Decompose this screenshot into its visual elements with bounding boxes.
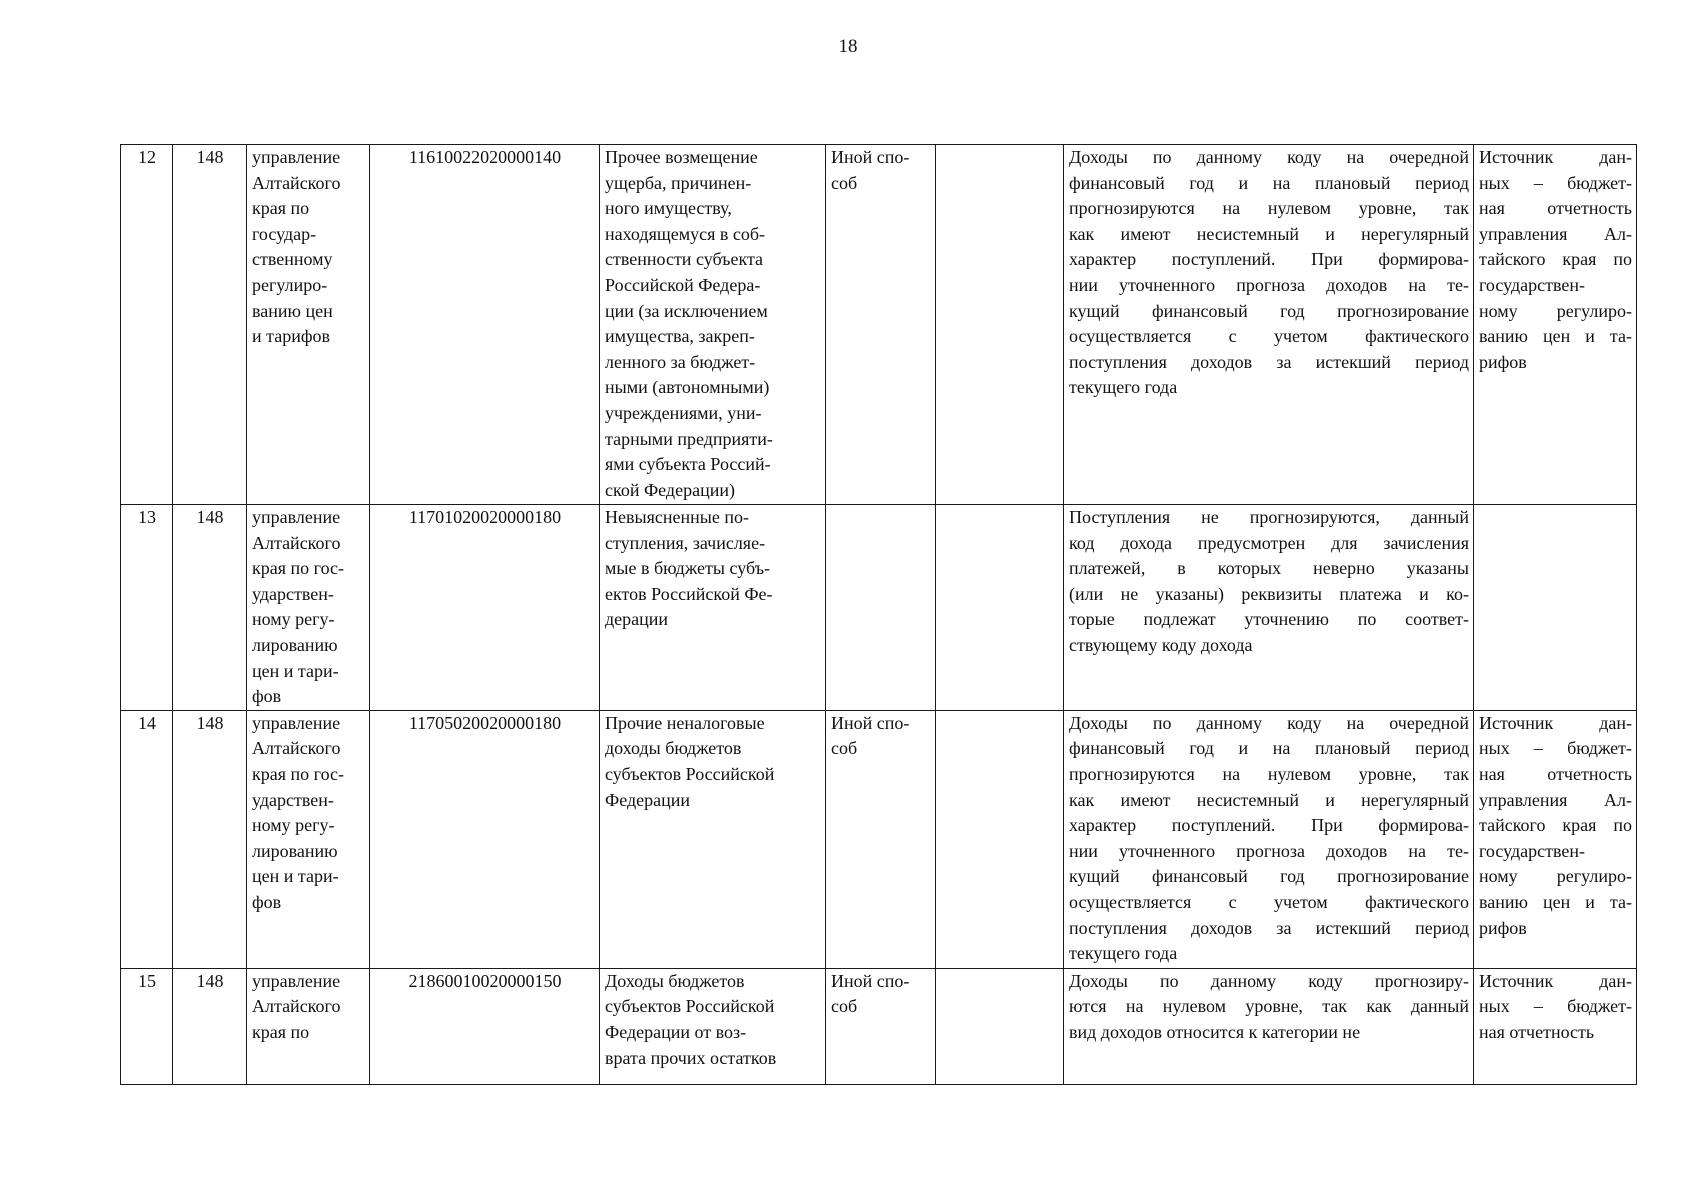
revenue-name-cell-line: субъектов Российской [605, 996, 775, 1017]
justification-cell-line: кущий финансовый год прогнозирование [1069, 300, 1469, 321]
formula-cell [936, 710, 1064, 968]
administrator-cell-line: Алтайского [252, 996, 341, 1017]
justification-cell-line: вид доходов относится к категории не [1069, 1021, 1361, 1042]
revenue-name-cell-line: ции (за исключением [605, 300, 768, 321]
revenue-name-cell-line: Федерации от воз- [605, 1021, 747, 1042]
justification-cell-line: текущего года [1069, 377, 1178, 398]
revenue-name-cell-line: Невыясненные по- [605, 507, 749, 527]
revenue-name-cell-line: субъектов Российской [605, 763, 775, 784]
administrator-cell-line: края по гос- [252, 763, 345, 784]
administrator-cell-line: управление [252, 507, 341, 527]
table-row [121, 710, 1637, 968]
calculation-method-cell [826, 505, 936, 711]
data-source-cell-line: государствен- [1479, 274, 1586, 295]
data-source-cell-line: тайского края по [1479, 815, 1632, 836]
administrator-cell-line: края по [252, 1021, 310, 1042]
revenue-name-cell-line: ущерба, причинен- [605, 172, 752, 193]
table-row [121, 968, 1637, 1084]
justification-cell-line: как имеют несистемный и нерегулярный [1069, 223, 1469, 244]
revenue-name-cell [600, 505, 826, 711]
calculation-method-cell-line: соб [831, 738, 858, 759]
data-source-cell-line: рифов [1479, 351, 1527, 372]
table-row [121, 145, 1637, 505]
revenue-name-cell-line: тарными предприяти- [605, 428, 773, 449]
administrator-cell-line: ванию цен [252, 300, 333, 321]
justification-cell-line: Доходы по данному коду прогнозиру- [1069, 970, 1469, 991]
administrator-cell-line: государ- [252, 223, 317, 244]
revenue-name-cell-line: находящемуся в соб- [605, 223, 766, 244]
administrator-cell [247, 710, 370, 968]
table-row [121, 505, 1637, 711]
revenue-name-cell-line: Прочее возмещение [605, 147, 758, 167]
justification-cell-line: поступления доходов за истекший период [1069, 351, 1469, 372]
calculation-method-cell [826, 710, 936, 968]
formula-cell [936, 145, 1064, 505]
budget-classification-code-cell: 11701020020000180 [370, 505, 600, 711]
budget-classification-code-cell: 11610022020000140 [370, 145, 600, 505]
data-source-cell-line: Источник дан- [1479, 970, 1632, 991]
budget-classification-code-cell: 21860010020000150 [370, 968, 600, 1084]
data-source-cell-line: управления Ал- [1479, 223, 1632, 244]
justification-cell-line: ются на нулевом уровне, так как данный [1069, 996, 1469, 1017]
revenue-name-cell-line: ектов Российской Фе- [605, 583, 773, 604]
table-body [121, 145, 1637, 1085]
justification-cell-line: осуществляется с учетом фактического [1069, 891, 1469, 912]
data-source-cell-line: ному регулиро- [1479, 300, 1632, 321]
administrator-cell-line: ному регу- [252, 815, 335, 836]
row-number-cell: 12 [121, 145, 173, 505]
administrator-cell-line: фов [252, 686, 282, 707]
row-number-cell: 13 [121, 505, 173, 711]
data-source-cell [1474, 968, 1637, 1084]
administrator-cell-line: управление [252, 712, 341, 733]
administrator-cell-line: ударствен- [252, 583, 334, 604]
justification-cell-line: Доходы по данному коду на очередной [1069, 712, 1469, 733]
justification-cell-line: финансовый год и на плановый период [1069, 738, 1469, 759]
revenue-name-cell-line: Доходы бюджетов [605, 970, 745, 991]
revenue-name-cell-line: Федерации [605, 789, 691, 810]
calculation-method-cell-line: Иной спо- [831, 970, 910, 991]
revenue-name-cell-line: ными (автономными) [605, 377, 770, 398]
justification-cell-line: платежей, в которых неверно указаны [1069, 558, 1469, 579]
justification-cell-line: прогнозируются на нулевом уровне, так [1069, 763, 1469, 784]
admin-code-cell: 148 [173, 968, 247, 1084]
justification-cell-line: поступления доходов за истекший период [1069, 917, 1469, 938]
admin-code-cell: 148 [173, 710, 247, 968]
justification-cell-line: характер поступлений. При формирова- [1069, 815, 1469, 836]
formula-cell [936, 968, 1064, 1084]
justification-cell [1064, 505, 1474, 711]
justification-cell-line: торые подлежат уточнению по соответ- [1069, 609, 1469, 630]
revenue-name-cell-line: учреждениями, уни- [605, 402, 762, 423]
revenue-name-cell-line: доходы бюджетов [605, 738, 742, 759]
revenue-name-cell-line: ственности субъекта [605, 249, 764, 270]
data-source-cell-line: рифов [1479, 917, 1527, 938]
data-source-cell-line: ная отчетность [1479, 1021, 1595, 1042]
justification-cell-line: ствующему коду дохода [1069, 634, 1253, 655]
revenue-name-cell [600, 145, 826, 505]
admin-code-cell: 148 [173, 145, 247, 505]
row-number-cell: 14 [121, 710, 173, 968]
formula-cell [936, 505, 1064, 711]
administrator-cell-line: цен и тари- [252, 660, 339, 681]
revenue-name-cell-line: Прочие неналоговые [605, 712, 765, 733]
revenue-name-cell-line: ступления, зачисляе- [605, 532, 766, 553]
data-source-cell-line: Источник дан- [1479, 712, 1632, 733]
revenue-name-cell-line: врата прочих остатков [605, 1047, 777, 1068]
data-source-cell [1474, 145, 1637, 505]
data-source-cell-line: ная отчетность [1479, 763, 1632, 784]
revenue-name-cell-line: имущества, закреп- [605, 326, 755, 347]
data-source-cell-line: ных – бюджет- [1479, 172, 1632, 193]
justification-cell-line: нии уточненного прогноза доходов на те- [1069, 840, 1469, 861]
justification-cell-line: Доходы по данному коду на очередной [1069, 147, 1469, 167]
justification-cell-line: код дохода предусмотрен для зачисления [1069, 532, 1469, 553]
administrator-cell-line: управление [252, 147, 341, 167]
data-source-cell-line: государствен- [1479, 840, 1586, 861]
justification-cell [1064, 968, 1474, 1084]
administrator-cell-line: Алтайского [252, 738, 341, 759]
revenue-name-cell-line: ями субъекта Россий- [605, 454, 771, 475]
revenue-name-cell-line: ного имуществу, [605, 198, 732, 219]
administrator-cell-line: лированию [252, 840, 338, 861]
administrator-cell-line: ственному [252, 249, 333, 270]
data-source-cell-line: тайского края по [1479, 249, 1632, 270]
administrator-cell-line: лированию [252, 634, 338, 655]
administrator-cell-line: края по гос- [252, 558, 345, 579]
justification-cell-line: нии уточненного прогноза доходов на те- [1069, 274, 1469, 295]
justification-cell-line: текущего года [1069, 943, 1178, 964]
calculation-method-cell-line: соб [831, 172, 858, 193]
budget-classification-code-cell: 11705020020000180 [370, 710, 600, 968]
justification-cell-line: (или не указаны) реквизиты платежа и ко- [1069, 583, 1469, 604]
justification-cell-line: финансовый год и на плановый период [1069, 172, 1469, 193]
calculation-method-cell-line: Иной спо- [831, 147, 910, 167]
revenue-name-cell-line: дерации [605, 609, 669, 630]
data-source-cell [1474, 710, 1637, 968]
justification-cell-line: кущий финансовый год прогнозирование [1069, 866, 1469, 887]
administrator-cell-line: Алтайского [252, 532, 341, 553]
data-source-cell-line: ванию цен и та- [1479, 326, 1632, 347]
administrator-cell-line: Алтайского [252, 172, 341, 193]
revenue-name-cell [600, 710, 826, 968]
justification-cell [1064, 145, 1474, 505]
administrator-cell-line: края по [252, 198, 310, 219]
administrator-cell [247, 145, 370, 505]
administrator-cell-line: управление [252, 970, 341, 991]
revenue-name-cell-line: мые в бюджеты субъ- [605, 558, 770, 579]
justification-cell-line: характер поступлений. При формирова- [1069, 249, 1469, 270]
calculation-method-cell [826, 968, 936, 1084]
data-source-cell [1474, 505, 1637, 711]
calculation-method-cell-line: соб [831, 996, 858, 1017]
revenue-forecast-table [120, 144, 1637, 1085]
data-source-cell-line: ная отчетность [1479, 198, 1632, 219]
administrator-cell-line: фов [252, 891, 282, 912]
administrator-cell-line: ударствен- [252, 789, 334, 810]
administrator-cell-line: цен и тари- [252, 866, 339, 887]
administrator-cell [247, 505, 370, 711]
data-source-cell-line: ных – бюджет- [1479, 996, 1632, 1017]
data-source-cell-line: ванию цен и та- [1479, 891, 1632, 912]
justification-cell-line: как имеют несистемный и нерегулярный [1069, 789, 1469, 810]
data-source-cell-line: ному регулиро- [1479, 866, 1632, 887]
calculation-method-cell [826, 145, 936, 505]
page-number: 18 [838, 36, 858, 57]
calculation-method-cell-line: Иной спо- [831, 712, 910, 733]
row-number-cell: 15 [121, 968, 173, 1084]
revenue-name-cell-line: ской Федерации) [605, 479, 735, 500]
administrator-cell-line: регулиро- [252, 274, 328, 295]
justification-cell-line: Поступления не прогнозируются, данный [1069, 507, 1469, 527]
justification-cell-line: прогнозируются на нулевом уровне, так [1069, 198, 1469, 219]
data-source-cell-line: Источник дан- [1479, 147, 1632, 167]
administrator-cell-line: ному регу- [252, 609, 335, 630]
justification-cell-line: осуществляется с учетом фактического [1069, 326, 1469, 347]
revenue-name-cell-line: Российской Федера- [605, 274, 761, 295]
revenue-name-cell [600, 968, 826, 1084]
data-source-cell-line: ных – бюджет- [1479, 738, 1632, 759]
justification-cell [1064, 710, 1474, 968]
administrator-cell [247, 968, 370, 1084]
revenue-name-cell-line: ленного за бюджет- [605, 351, 756, 372]
data-source-cell-line: управления Ал- [1479, 789, 1632, 810]
admin-code-cell: 148 [173, 505, 247, 711]
administrator-cell-line: и тарифов [252, 326, 331, 347]
